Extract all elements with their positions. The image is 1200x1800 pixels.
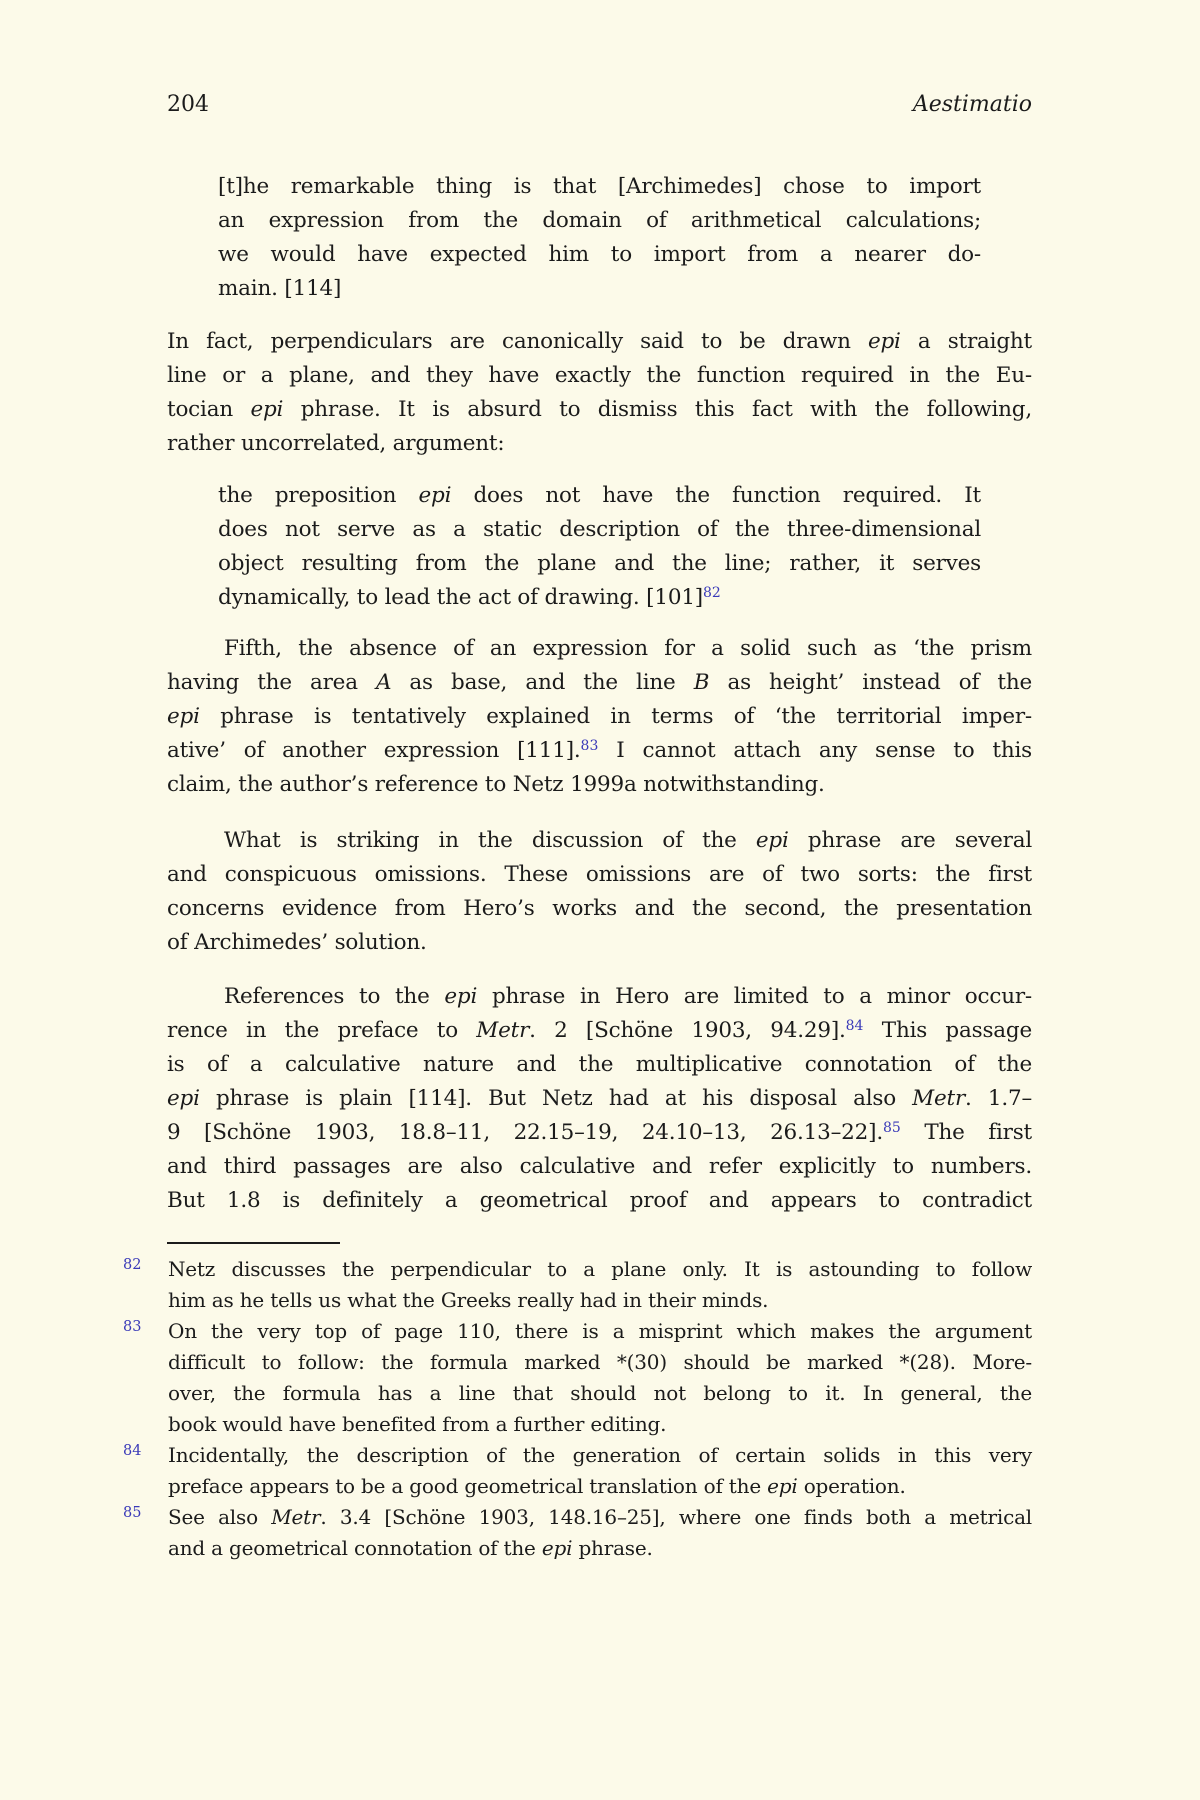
text-run: References to the [224,984,445,1009]
text-run: I cannot attach any sense to this [598,738,1032,763]
footnote-ref-84[interactable]: 84 [845,1018,864,1034]
text-run: him as he tells us what the Greeks really had in their minds. [168,1288,769,1312]
text-run: But 1.8 is definitely a geometrical proof and appears to contradict [167,1188,1032,1213]
text-run: book would have benefited from a further editing. [168,1412,667,1436]
text-run: The first [900,1120,1032,1145]
text-line [167,1116,1032,1150]
footnote-line [123,1316,1032,1347]
footnote-line [123,1440,1032,1471]
text-run: object resulting from the plane and the line; rather, it serves [218,551,981,576]
footnote-marker-83[interactable]: 83 [123,1319,142,1335]
footnotes [123,1254,1032,1564]
block-quote [218,479,981,615]
text-run: On the very top of page 110, there is a misprint which makes the argument [168,1319,1032,1343]
footnote-line [168,1378,1032,1409]
footnote-line [168,1471,1032,1502]
text-line [167,325,1032,359]
footnote-marker-82[interactable]: 82 [123,1257,142,1273]
italic-text: B [693,670,710,695]
italic-text: epi [767,1474,798,1498]
footnote-rule [167,1242,340,1244]
text-line [218,204,981,238]
text-line [167,393,1032,427]
paragraph [167,980,1032,1218]
text-run: line or a plane, and they have exactly the function required in the Eu- [167,363,1032,388]
text-run: as height’ instead of the [709,670,1032,695]
text-run: This passage [863,1018,1032,1043]
text-line [167,666,1032,700]
footnote-line [168,1533,1032,1564]
text-run: concerns evidence from Hero’s works and the second, the presentation [167,896,1032,921]
italic-text: epi [755,828,789,853]
text-line [167,926,1032,960]
text-run: phrase are several [788,828,1032,853]
italic-text: Metr [912,1086,966,1111]
italic-text: epi [541,1536,573,1560]
text-line [167,1014,1032,1048]
text-run: operation. [797,1474,906,1498]
text-run: . 2 [Schöne 1903, 94.29]. [529,1018,846,1043]
text-run: having the area [167,670,376,695]
text-line [167,632,1032,666]
footnote-line [168,1409,1032,1440]
text-line [218,547,981,581]
text-run: [t]he remarkable thing is that [Archimedes] chose to import [218,174,981,199]
text-run: claim, the author’s reference to Netz 1999a notwithstanding. [167,772,825,797]
text-run: Fifth, the absence of an expression for a solid such as ‘the prism [224,636,1032,661]
text-run: rather uncorrelated, argument: [167,431,505,456]
text-run: an expression from the domain of arithmetical calculations; [218,208,981,233]
footnote-ref-85[interactable]: 85 [882,1120,901,1136]
text-line [167,359,1032,393]
text-run: ative’ of another expression [111]. [167,738,581,763]
text-run: and a geometrical connotation of the [168,1536,542,1560]
footnote-line [168,1285,1032,1316]
text-run: phrase. [572,1536,653,1560]
italic-text: epi [418,483,452,508]
italic-text: A [375,670,392,695]
text-run: difficult to follow: the formula marked *(30) should be marked *(28). More- [168,1350,1032,1374]
italic-text: epi [444,984,478,1009]
text-run: phrase is tentatively explained in terms of ‘the territorial imper- [199,704,1032,729]
text-run: In fact, perpendiculars are canonically said to be drawn [167,329,868,354]
text-line [167,427,1032,461]
italic-text: Metr [271,1505,321,1529]
text-line [218,272,981,306]
running-header [167,90,1032,120]
text-line [167,1082,1032,1116]
text-run: we would have expected him to import from a nearer do- [218,242,981,267]
text-run: does not serve as a static description of the three-dimensional [218,517,981,542]
text-line [167,700,1032,734]
footnote-marker-85[interactable]: 85 [123,1505,142,1521]
italic-text: Metr [476,1018,530,1043]
text-line [218,238,981,272]
text-run: and conspicuous omissions. These omissions are of two sorts: the first [167,862,1032,887]
paragraph [167,325,1032,461]
footnote-marker-84[interactable]: 84 [123,1443,142,1459]
footnote-ref-82[interactable]: 82 [703,585,721,601]
text-run: does not have the function required. It [451,483,981,508]
text-line [167,858,1032,892]
text-run: the preposition [218,483,419,508]
text-line [167,1048,1032,1082]
text-run: tocian [167,397,251,422]
text-run: main. [114] [218,276,342,301]
text-run: See also [168,1505,272,1529]
text-run: as base, and the line [391,670,694,695]
text-line [218,513,981,547]
italic-text: epi [250,397,284,422]
text-line [167,824,1032,858]
footnote-line [168,1347,1032,1378]
page-number: 204 [167,92,209,117]
footnote-line [123,1502,1032,1533]
text-line [167,892,1032,926]
text-run: . 3.4 [Schöne 1903, 148.16–25], where one finds both a metrical [320,1505,1032,1529]
journal-title: Aestimatio [912,92,1032,117]
text-run: and third passages are also calculative and refer explicitly to numbers. [167,1154,1032,1179]
text-line [218,479,981,513]
block-quote [218,170,981,306]
text-run: What is striking in the discussion of the [224,828,756,853]
text-run: of Archimedes’ solution. [167,930,427,955]
text-run: is of a calculative nature and the multiplicative connotation of the [167,1052,1032,1077]
text-run: a straight [900,329,1032,354]
text-line [218,581,981,615]
footnote-ref-83[interactable]: 83 [580,738,599,754]
text-run: over, the formula has a line that should not belong to it. In general, the [168,1381,1032,1405]
text-run: dynamically, to lead the act of drawing. [101] [218,585,703,610]
text-run: preface appears to be a good geometrical translation of the [168,1474,768,1498]
italic-text: epi [867,329,901,354]
text-run: phrase in Hero are limited to a minor occur- [477,984,1032,1009]
text-run: . 1.7– [965,1086,1032,1111]
text-run: Incidentally, the description of the generation of certain solids in this very [168,1443,1032,1467]
text-line [167,1184,1032,1218]
text-run: rence in the preface to [167,1018,477,1043]
text-line [167,980,1032,1014]
text-line [167,734,1032,768]
text-line [218,170,981,204]
paragraph [167,824,1032,960]
footnote-line [123,1254,1032,1285]
text-run: 9 [Schöne 1903, 18.8–11, 22.15–19, 24.10–13, 26.13–22]. [167,1120,883,1145]
text-run: phrase is plain [114]. But Netz had at his disposal also [199,1086,913,1111]
paragraph [167,632,1032,802]
text-line [167,1150,1032,1184]
italic-text: epi [167,704,200,729]
text-run: Netz discusses the perpendicular to a plane only. It is astounding to follow [168,1257,1032,1281]
italic-text: epi [167,1086,200,1111]
text-run: phrase. It is absurd to dismiss this fact with the following, [283,397,1033,422]
text-line [167,768,1032,802]
